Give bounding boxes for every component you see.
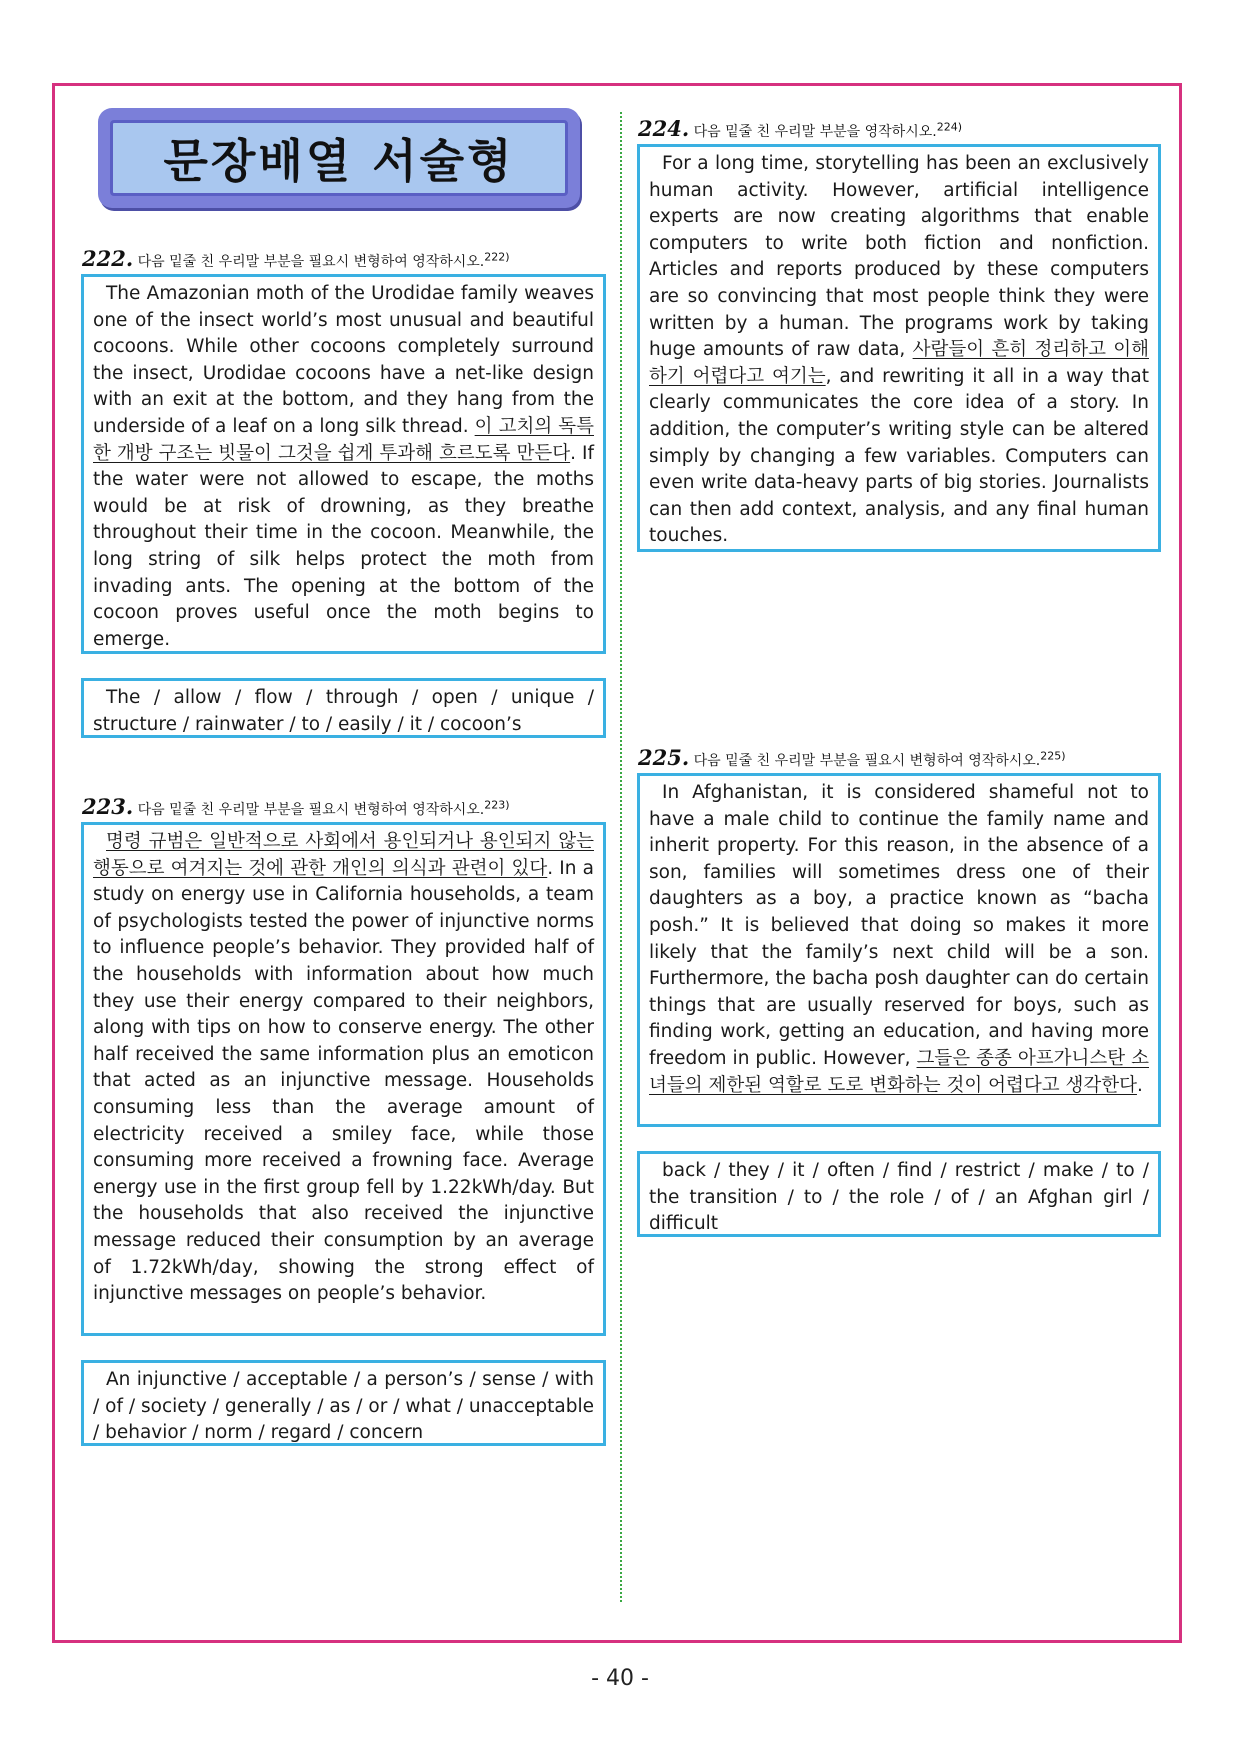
question-ref: 222) — [484, 250, 510, 264]
question-222-word-box — [81, 678, 606, 738]
page-number: - 40 - — [591, 1666, 649, 1691]
question-number: 225. — [638, 745, 690, 770]
passage-text: . If the water were not allowed to escape, the moths would be at risk of drowning, as they breathe throughout their time in the cocoon. Meanwhile, the long string of silk helps protect the moth from invading ants. The opening at the bottom of the cocoon proves useful once the moth begins to emerge. — [93, 442, 595, 650]
passage-text: , and rewriting it all in a way that clearly communicates the core idea of a story. In addition, the computer’s writing style can be altered simply by changing a few variables. Computers can even write data-heavy parts of big stories. Journalists can then add context, analysis, and any final human touches. — [649, 365, 1149, 547]
question-ref: 223) — [484, 798, 510, 812]
passage-text: . In a study on energy use in California households, a team of psychologists tested the power of injunctive norms to influence people’s behavior. They provided half of the households with information about how much they use their energy compared to their neighbors, along with tips on how to conserve energy. The other half received the same information plus an emoticon that acted as an injunctive message. Households consuming less than the average amount of electricity received a smiley face, while those consuming more received a frowning face. Average energy use in the first group fell by 1.22kWh/day. But the households that also received the injunctive message reduced their consumption by an average of 1.72kWh/day, showing the strong effect of injunctive messages on people’s behavior. — [93, 857, 594, 1305]
question-instruction: 다음 밑줄 친 우리말 부분을 필요시 변형하여 영작하시오. — [137, 254, 485, 270]
underlined-target: 사람들이 흔히 정리하고 이해하기 어렵다고 여기는 — [649, 339, 1149, 387]
question-224-passage — [637, 144, 1161, 552]
question-225-passage — [637, 773, 1161, 1127]
underlined-target: 명령 규범은 일반적으로 사회에서 용인되거나 용인되지 않는 행동으로 여겨지는 것에 관한 개인의 의식과 관련이 있다 — [93, 831, 594, 879]
underlined-target: 이 고치의 독특한 개방 구조는 빗물이 그것을 쉽게 투과해 흐르도록 만든다 — [93, 415, 594, 464]
question-225-header — [638, 745, 1066, 770]
passage-text: For a long time, storytelling has been an exclusively human activity. However, artificial intelligence experts are now creating algorithms that enable computers to write both fiction and nonfiction. Articles and reports produced by these computers are so convincing that most people think they were written by a human. The programs work by taking huge amounts of raw data, — [649, 153, 1149, 361]
page-title: 문장배열 서술형 — [163, 134, 515, 188]
word-list: back / they / it / often / find / restrict / make / to / the transition / to / the role / of / an Afghan girl / difficult — [649, 1160, 1149, 1235]
question-223-passage — [81, 822, 606, 1336]
question-222-passage — [81, 274, 606, 654]
question-instruction: 다음 밑줄 친 우리말 부분을 필요시 변형하여 영작하시오. — [137, 802, 485, 818]
passage-text: The Amazonian moth of the Urodidae family weaves one of the insect world’s most unusual and beautiful cocoons. While other cocoons completely surround the insect, Urodidae cocoons have a net-like design with an exit at the bottom, and they hang from the underside of a leaf on a long silk thread. — [93, 283, 594, 437]
title-badge — [98, 108, 580, 208]
question-ref: 225) — [1040, 749, 1066, 763]
question-222-header — [82, 246, 510, 271]
question-223-header — [82, 794, 510, 819]
question-instruction: 다음 밑줄 친 우리말 부분을 영작하시오. — [693, 124, 937, 140]
question-ref: 224) — [936, 120, 962, 134]
question-number: 223. — [82, 794, 134, 819]
title-badge-inner — [110, 120, 568, 196]
word-list: The / allow / flow / through / open / unique / structure / rainwater / to / easily / it / cocoon’s — [93, 687, 594, 735]
question-number: 222. — [82, 246, 134, 271]
underlined-target: 그들은 종종 아프가니스탄 소녀들의 제한된 역할로 도로 변화하는 것이 어렵다고 생각한다 — [649, 1047, 1149, 1096]
question-number: 224. — [638, 116, 690, 141]
passage-text: In Afghanistan, it is considered shameful not to have a male child to continue the family name and inherit property. For this reason, in the absence of a son, families will sometimes dress one of their daughters as a boy, a practice known as “bacha posh.” It is believed that doing so makes it more likely that the family’s next child will be a son. Furthermore, the bacha posh daughter can do certain things that are usually reserved for boys, such as finding work, getting an education, and having more freedom in public. However, — [649, 782, 1149, 1069]
question-instruction: 다음 밑줄 친 우리말 부분을 필요시 변형하여 영작하시오. — [693, 753, 1041, 769]
word-list: An injunctive / acceptable / a person’s / sense / with / of / society / generally / as / or / what / unacceptable / behavior / norm / regard / concern — [93, 1369, 594, 1444]
passage-text: . — [1136, 1074, 1143, 1096]
question-223-word-box — [81, 1360, 606, 1446]
column-divider — [620, 112, 622, 1602]
question-225-word-box — [637, 1151, 1161, 1237]
question-224-header — [638, 116, 962, 141]
